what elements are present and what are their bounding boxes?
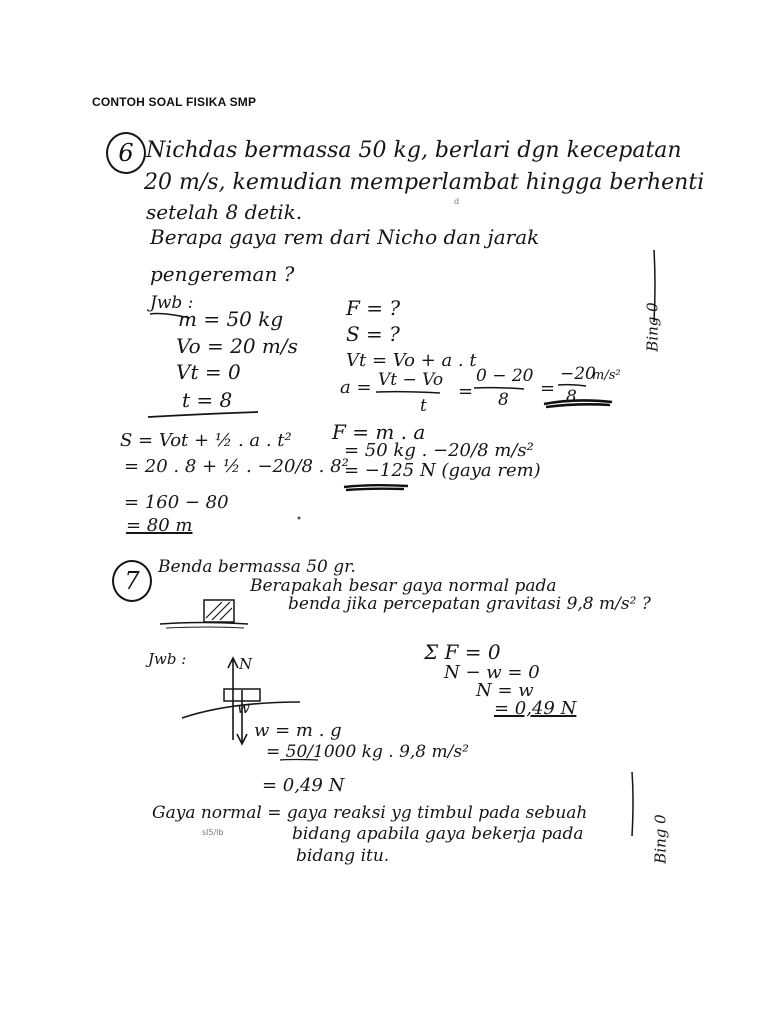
force-substitution: = 50 kg . −20/8 m/s² bbox=[344, 440, 534, 461]
acceleration-formula: Vt = Vo + a . t bbox=[346, 350, 477, 371]
asked-force: F = ? bbox=[346, 296, 401, 320]
known-divider bbox=[148, 412, 258, 417]
asked-distance: S = ? bbox=[346, 322, 400, 346]
accel-numerator-2: 0 − 20 bbox=[476, 366, 534, 386]
accel-a: a = bbox=[340, 377, 372, 398]
accel-result-numerator: −20 bbox=[560, 364, 596, 384]
problem-6-question-line-2: 20 m/s, kemudian memperlambat hingga berhenti bbox=[144, 170, 705, 195]
problem-6-number: 6 bbox=[106, 132, 146, 174]
problem-6-answer-label: Jwb : bbox=[150, 293, 194, 313]
stray-mark: d bbox=[454, 197, 460, 206]
score-7-mark bbox=[632, 772, 633, 836]
problem-6-score: Bing 0 bbox=[643, 302, 662, 352]
problem-6-question-line-4: Berapa gaya rem dari Nicho dan jarak bbox=[150, 225, 540, 249]
definition-line-2: bidang apabila gaya bekerja pada bbox=[292, 824, 584, 844]
normal-force-label: N bbox=[239, 655, 253, 673]
distance-result: = 80 m bbox=[126, 515, 193, 536]
accel-equals-1: = bbox=[458, 381, 474, 402]
accel-denominator: t bbox=[420, 396, 427, 416]
problem-6-question-line-3: setelah 8 detik. bbox=[146, 200, 303, 224]
block-diagram-box bbox=[204, 600, 234, 622]
accel-unit: m/s² bbox=[592, 368, 621, 383]
block-hatching bbox=[206, 602, 232, 620]
weight-label: w bbox=[237, 699, 250, 717]
definition-line-3: bidang itu. bbox=[296, 846, 390, 866]
problem-7-question-line-2: Berapakah besar gaya normal pada bbox=[250, 576, 557, 596]
force-result-underline bbox=[344, 485, 408, 490]
equilibrium-result: = 0,49 N bbox=[494, 698, 577, 719]
problem-6-question-line-5: pengereman ? bbox=[150, 262, 295, 286]
distance-formula: S = Vot + ½ . a . t² bbox=[120, 430, 292, 451]
accel-denominator-2: 8 bbox=[498, 390, 509, 410]
accel-equals-2: = bbox=[540, 378, 556, 399]
force-formula: F = m . a bbox=[332, 420, 426, 444]
problem-7-question-line-3: benda jika percepatan gravitasi 9,8 m/s² ? bbox=[288, 594, 651, 614]
accel-fraction-bar-1 bbox=[376, 392, 440, 393]
problem-7-question-line-1: Benda bermassa 50 gr. bbox=[158, 557, 356, 577]
ground-line-2 bbox=[166, 627, 244, 628]
known-time: t = 8 bbox=[182, 388, 233, 412]
stray-dot bbox=[298, 517, 301, 520]
problem-6-question-line-1: Nichdas bermassa 50 kg, berlari dgn kecepatan bbox=[146, 138, 682, 163]
known-final-velocity: Vt = 0 bbox=[176, 360, 241, 384]
equilibrium-sum: Σ F = 0 bbox=[424, 640, 501, 664]
distance-simplify: = 160 − 80 bbox=[124, 492, 229, 513]
weight-substitution: = 50/1000 kg . 9,8 m/s² bbox=[266, 742, 469, 762]
accel-fraction-bar-2 bbox=[474, 388, 524, 389]
weight-result: = 0,49 N bbox=[262, 775, 345, 796]
problem-7-number: 7 bbox=[112, 560, 152, 602]
accel-result-underline bbox=[544, 400, 612, 407]
force-result: = −125 N (gaya rem) bbox=[344, 460, 541, 481]
accel-fraction-bar-3 bbox=[558, 385, 586, 386]
equilibrium-equal: N = w bbox=[476, 680, 534, 701]
weight-formula: w = m . g bbox=[254, 720, 342, 741]
accel-result-denominator: 8 bbox=[566, 387, 577, 407]
page-title: CONTOH SOAL FISIKA SMP bbox=[92, 95, 257, 109]
distance-substitution: = 20 . 8 + ½ . −20/8 . 8² bbox=[124, 456, 349, 477]
problem-7-answer-label: Jwb : bbox=[148, 650, 187, 668]
faint-mark: sl5/lb bbox=[202, 828, 224, 837]
problem-7-score: Bing 0 bbox=[651, 814, 670, 864]
known-mass: m = 50 kg bbox=[178, 307, 284, 331]
known-initial-velocity: Vo = 20 m/s bbox=[176, 334, 298, 358]
ground-line bbox=[160, 623, 248, 625]
accel-numerator: Vt − Vo bbox=[378, 370, 444, 390]
equilibrium-balance: N − w = 0 bbox=[444, 662, 540, 683]
definition-line-1: Gaya normal = gaya reaksi yg timbul pada sebuah bbox=[152, 803, 588, 823]
